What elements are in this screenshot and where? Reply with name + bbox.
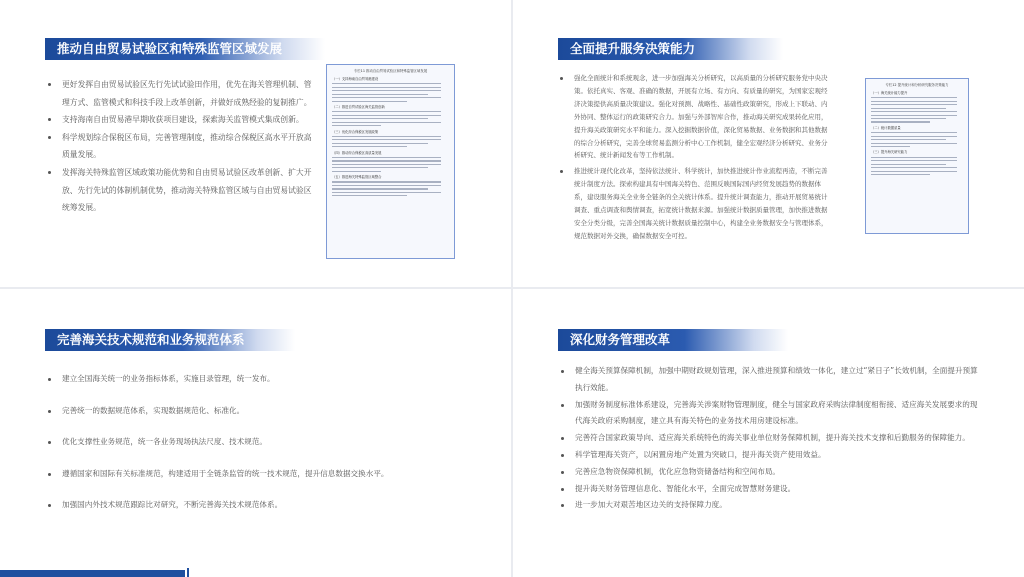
list-item: 完善统一的数据规范体系，实现数据规范化、标准化。 [48, 405, 468, 437]
section-header: 完善海关技术规范和业务规范体系 [45, 329, 295, 351]
bullet-list [48, 373, 468, 531]
doc-section: （三）优化综合保税区发展政策 [332, 129, 379, 134]
list-item: 科学管理海关资产，以闲置房地产处置为突破口，提升海关资产使用效益。 [561, 447, 981, 464]
list-item: 完善符合国家政策导向、适应海关系统特色的海关事业单位财务保障机制，提升海关技术支撑和后勤服务的保障能力。 [561, 430, 981, 447]
list-item: 健全海关预算保障机制，加强中期财政规划管理，深入推进预算和绩效一体化，建立过“紧日子”长效机制，全面提升预算执行效能。 [561, 363, 981, 397]
next-slide-edge [0, 570, 185, 577]
doc-section: （一）海关统计能力提升 [871, 91, 908, 95]
doc-section: （一）支持海南自由贸易港建设 [332, 77, 379, 81]
list-item: 提升海关财务管理信息化、智能化水平，全面完成智慧财务建设。 [561, 481, 981, 498]
list-item: 进一步加大对艰苦地区边关的支持保障力度。 [561, 497, 981, 514]
doc-section: （三）提升海关研究能力 [871, 150, 908, 155]
section-header: 深化财务管理改革 [558, 329, 788, 351]
bullet-list [48, 76, 318, 217]
bullet-list [561, 363, 981, 514]
next-slide-marker [187, 568, 189, 577]
list-item: 建立全国海关统一的业务指标体系，实施目录管理，统一发布。 [48, 373, 468, 405]
slide-technical-standards[interactable] [0, 289, 511, 577]
list-item: 强化全面统计和系统观念，进一步加强海关分析研究，以高质量的分析研究服务党中央决策。依托真实、客观、准确的数据，开展有立场、有方向、有质量的研究，为国家宏观经济决策提供高质量决策建议。强化对预测、战略性、基础性政策研究，形成上下联动、内外协同、整体运行的政策研究合力。加强与外部智库合作，推动海关研究成果转化应用，提升海关政策研究水平和能力。深入挖掘数据价值，深化贸易数据、业务数据和其他数据的综合分析研究，完善全球贸易监测分析中心工作机制，健全宏观经济分析研究、业务分析研究、统计新闻发布等工作机制。 [560, 72, 832, 162]
slide-free-trade-zones[interactable] [0, 0, 511, 287]
list-item: 遵循国家和国际有关标准规范，构建适用于全链条监管的统一技术规范，提升信息数据交换水平。 [48, 468, 468, 500]
list-item: 更好发挥自由贸易试验区先行先试试验田作用，优先在海关管理机制、管理方式、监管模式和科技手段上改革创新，并做好成熟经验的复制推广。 [48, 76, 318, 111]
section-header: 推动自由贸易试验区和特殊监管区域发展 [45, 38, 325, 60]
list-item: 加强国内外技术规范跟踪比对研究，不断完善海关技术规范体系。 [48, 499, 468, 531]
slide-decision-service[interactable] [513, 0, 1024, 287]
doc-section: （二）推进自贸试验区海关监管创新 [332, 105, 385, 109]
doc-title: 专栏12 提升统计和分析研究服务决策能力 [885, 83, 949, 87]
doc-section: （二）统计数据质量 [871, 125, 901, 130]
list-item: 优化支撑性业务规范，统一各业务现场执法尺度、技术规范。 [48, 436, 468, 468]
list-item: 科学规划综合保税区布局，完善管理制度，推动综合保税区高水平开放高质量发展。 [48, 129, 318, 164]
document-thumbnail [326, 64, 455, 259]
list-item: 加强财务制度标准体系建设，完善海关涉案财物管理制度，健全与国家政府采购法律制度相衔接、适应海关发展要求的现代海关政府采购制度，建立具有海关特色的业务技术用房建设标准。 [561, 397, 981, 431]
list-item: 发挥海关特殊监管区域政策功能优势和自由贸易试验区改革创新、扩大开放、先行先试的体制机制优势，推动海关特殊监管区域与自由贸易试验区统筹发展。 [48, 164, 318, 217]
doc-section: （四）推动综合保税区高质量发展 [332, 150, 382, 155]
slide-financial-reform[interactable] [513, 289, 1024, 577]
bullet-list [560, 72, 832, 246]
section-header: 全面提升服务决策能力 [558, 38, 783, 60]
doc-section: （五）推进海关特殊监管区域整合 [332, 175, 382, 180]
list-item: 推进统计现代化改革，坚持依法统计、科学统计，加快推进统计作业流程再造，不断完善统计制度方法。探索构建具有中国海关特色、范围反映国际国内经贸发展趋势的数据体系，建设服务海关全业务全链条的全关统计体系。提升统计调查能力，推动开展贸易统计调查、重点调查和舆情调查，拓宽统计数据来源。加强统计数据质量管理，加快推进数据安全分类分级，完善全国海关统计数据质量控制中心，构建全业务数据安全与管理体系，规范数据对外交换，确保数据安全可控。 [560, 165, 832, 242]
list-item: 完善应急物资保障机制，优化应急物资储备结构和空间布局。 [561, 464, 981, 481]
doc-title: 专栏11 推动自由贸易试验区和特殊监管区域发展 [353, 69, 428, 73]
document-thumbnail [865, 78, 969, 234]
list-item: 支持海南自由贸易港早期收获项目建设，探索海关监管模式集成创新。 [48, 111, 318, 129]
